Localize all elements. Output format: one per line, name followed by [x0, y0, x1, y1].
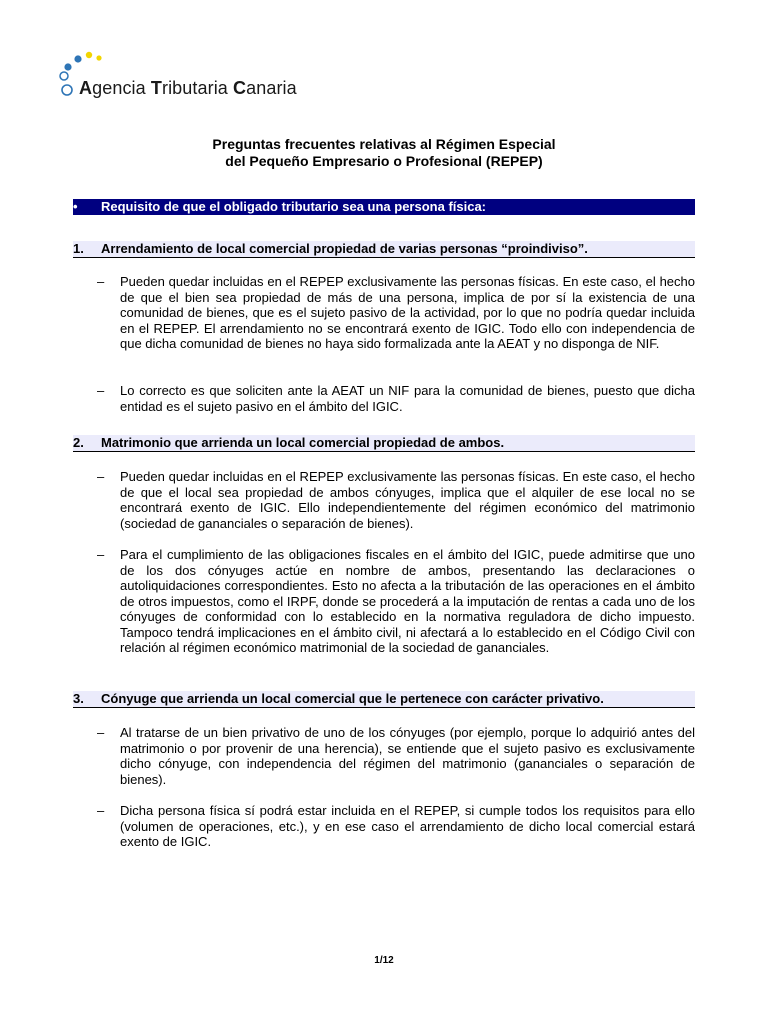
bullet-icon: • [73, 199, 78, 214]
question-number: 2. [73, 435, 84, 450]
answer-text: Dicha persona física sí podrá estar incluida en el REPEP, si cumple todos los requisitos para ello (volumen de operaciones, etc.), y en ese caso el arrendamiento de dicho local comercial estará exento de IGIC. [120, 803, 695, 849]
answer-paragraph [97, 383, 695, 414]
logo-wordmark: Agencia Tributaria Canaria [79, 78, 297, 98]
answer-text: Pueden quedar incluidas en el REPEP exclusivamente las personas físicas. En este caso, el hecho de que el bien sea propiedad de más de una persona, implica de por sí la existencia de una comunidad de bienes, que es el sujeto pasivo de la actividad, por lo que no podría quedar incluida en el REPEP. El arrendamiento no se encontrará exento de IGIC. Todo ello con independencia de que dicha comunidad de bienes no haya sido formalizada ante la AEAT y no disponga de NIF. [120, 274, 695, 351]
answer-paragraph [97, 274, 695, 352]
dash-bullet: – [97, 274, 105, 289]
question-heading-2 [73, 435, 695, 452]
question-heading-1 [73, 241, 695, 258]
answer-text: Pueden quedar incluidas en el REPEP exclusivamente las personas físicas. En este caso, el hecho de que el local sea propiedad de ambos cónyuges, implica que el alquiler de ese local no se encontrará exento de IGIC. Ello independientemente del régimen económico del matrimonio (sociedad de gananciales o separación de bienes). [120, 469, 695, 531]
dash-bullet: – [97, 383, 105, 398]
section-heading-text: Requisito de que el obligado tributario sea una persona física: [101, 199, 487, 214]
answer-text: Para el cumplimiento de las obligaciones fiscales en el ámbito del IGIC, puede admitirse que uno de los dos cónyuges actúe en nombre de ambos, presentando las declaraciones o autoliquidaciones correspondientes. Esto no afecta a la tributación de las operaciones en el ámbito de otros impuestos, como el IRPF, donde se procederá a la imputación de rentas a cada uno de los cónyuges de conformidad con lo establecido en la normativa reguladora de dicho impuesto. Tampoco tendrá implicaciones en el ámbito civil, ni afectará a lo establecido en el Código Civil con relación al régimen económico matrimonial de la sociedad de gananciales. [120, 547, 695, 655]
document-title [0, 136, 768, 170]
answer-paragraph [97, 725, 695, 787]
question-number: 3. [73, 691, 84, 706]
dash-bullet: – [97, 725, 105, 740]
answer-paragraph [97, 469, 695, 531]
agency-logo [55, 50, 315, 105]
page-number: 1/12 [374, 955, 394, 966]
answer-text: Lo correcto es que soliciten ante la AEAT un NIF para la comunidad de bienes, puesto que dicha entidad es el sujeto pasivo en el ámbito del IGIC. [120, 383, 695, 414]
question-title: Cónyuge que arrienda un local comercial que le pertenece con carácter privativo. [101, 691, 604, 706]
title-line-2: del Pequeño Empresario o Profesional (REPEP) [225, 153, 543, 169]
question-title: Matrimonio que arrienda un local comercial propiedad de ambos. [101, 435, 505, 450]
dash-bullet: – [97, 469, 105, 484]
dash-bullet: – [97, 547, 105, 562]
answer-paragraph [97, 547, 695, 656]
answer-text: Al tratarse de un bien privativo de uno de los cónyuges (por ejemplo, porque lo adquirió antes del matrimonio o por provenir de una herencia), se entiende que el sujeto pasivo es exclusivamente dicho cónyuge, con independencia del régimen del matrimonio (gananciales o separación de bienes). [120, 725, 695, 787]
question-title: Arrendamiento de local comercial propiedad de varias personas “proindiviso”. [101, 241, 588, 256]
section-heading [73, 199, 695, 215]
question-number: 1. [73, 241, 84, 256]
question-heading-3 [73, 691, 695, 708]
dash-bullet: – [97, 803, 105, 818]
title-line-1: Preguntas frecuentes relativas al Régimen Especial [212, 136, 556, 152]
answer-paragraph [97, 803, 695, 850]
